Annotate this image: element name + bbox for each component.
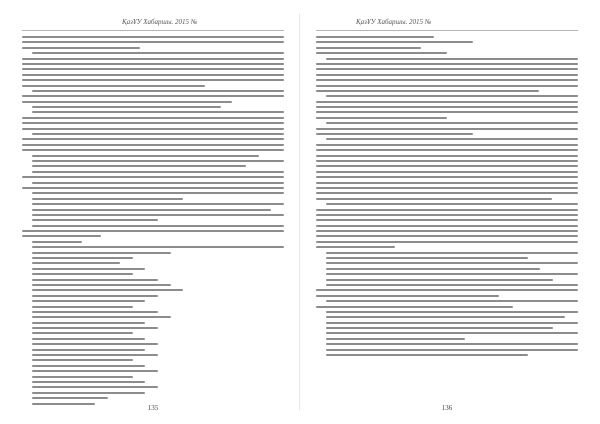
text-line xyxy=(32,203,284,205)
text-line xyxy=(316,85,578,87)
text-line xyxy=(22,149,284,151)
text-line xyxy=(32,279,158,281)
text-line xyxy=(32,90,284,92)
text-line xyxy=(316,235,578,237)
text-line xyxy=(316,306,513,308)
text-line xyxy=(316,52,447,54)
text-line xyxy=(326,252,578,254)
text-line xyxy=(32,273,133,275)
text-line xyxy=(316,214,578,216)
text-line xyxy=(32,370,158,372)
text-line xyxy=(32,241,82,243)
text-line xyxy=(22,68,284,70)
text-line xyxy=(32,338,145,340)
text-line xyxy=(32,365,145,367)
text-line xyxy=(326,311,578,313)
text-line xyxy=(32,198,183,200)
text-line xyxy=(316,90,539,92)
text-line xyxy=(316,47,421,49)
text-line xyxy=(22,122,284,124)
text-line xyxy=(316,111,578,113)
text-line xyxy=(316,144,578,146)
header-rule xyxy=(316,30,578,31)
page-number: 136 xyxy=(441,404,453,412)
text-line xyxy=(316,176,578,178)
text-line xyxy=(32,349,145,351)
text-line xyxy=(22,101,232,103)
text-line xyxy=(32,284,171,286)
text-line xyxy=(326,268,540,270)
text-line xyxy=(22,58,284,60)
text-line xyxy=(32,171,284,173)
text-line xyxy=(316,165,578,167)
text-line xyxy=(32,397,108,399)
text-line xyxy=(326,338,465,340)
text-line xyxy=(316,289,578,291)
text-line xyxy=(32,403,95,405)
text-line xyxy=(32,165,246,167)
text-line xyxy=(22,95,284,97)
text-line xyxy=(316,155,578,157)
text-line xyxy=(316,230,578,232)
text-line xyxy=(316,133,473,135)
text-line xyxy=(22,41,284,43)
text-line xyxy=(326,58,578,60)
text-line xyxy=(22,117,284,119)
text-line xyxy=(22,128,284,130)
text-line xyxy=(326,95,578,97)
text-line xyxy=(32,392,145,394)
text-line xyxy=(32,209,271,211)
text-line xyxy=(22,63,284,65)
text-line xyxy=(316,209,578,211)
text-line xyxy=(316,171,578,173)
body-text-block xyxy=(22,36,284,408)
text-line xyxy=(326,354,528,356)
text-line xyxy=(326,284,578,286)
text-line xyxy=(22,230,284,232)
text-line xyxy=(316,192,578,194)
text-line xyxy=(32,306,133,308)
text-line xyxy=(326,343,578,345)
text-line xyxy=(22,47,140,49)
text-line xyxy=(32,327,158,329)
text-line xyxy=(316,198,552,200)
text-line xyxy=(32,354,158,356)
text-line xyxy=(316,128,578,130)
text-line xyxy=(32,214,284,216)
body-text-block xyxy=(316,36,578,359)
text-line xyxy=(22,85,205,87)
text-line xyxy=(32,386,158,388)
text-line xyxy=(32,381,145,383)
text-line xyxy=(32,300,145,302)
text-line xyxy=(32,225,284,227)
text-line xyxy=(316,225,578,227)
text-line xyxy=(316,74,578,76)
text-line xyxy=(326,300,578,302)
text-line xyxy=(326,279,553,281)
text-line xyxy=(316,160,578,162)
text-line xyxy=(22,74,284,76)
text-line xyxy=(32,155,259,157)
text-line xyxy=(326,273,578,275)
page-number: 135 xyxy=(147,404,159,412)
text-line xyxy=(316,117,447,119)
text-line xyxy=(32,359,133,361)
text-line xyxy=(316,63,578,65)
text-line xyxy=(22,176,284,178)
text-line xyxy=(316,68,578,70)
text-line xyxy=(316,149,578,151)
text-line xyxy=(32,376,133,378)
text-line xyxy=(32,133,284,135)
text-line xyxy=(326,332,578,334)
text-line xyxy=(32,192,284,194)
text-line xyxy=(316,246,395,248)
text-line xyxy=(326,138,578,140)
text-line xyxy=(326,349,578,351)
text-line xyxy=(32,219,158,221)
text-line xyxy=(22,79,284,81)
text-line xyxy=(326,327,553,329)
text-line xyxy=(32,52,284,54)
text-line xyxy=(32,268,145,270)
text-line xyxy=(316,36,434,38)
text-line xyxy=(22,36,284,38)
text-line xyxy=(32,316,171,318)
text-line xyxy=(326,322,578,324)
text-line xyxy=(316,295,499,297)
running-header: ҚазҰУ Хабаршы. 2015 № xyxy=(122,18,198,26)
text-line xyxy=(22,138,284,140)
right-page xyxy=(300,0,600,424)
text-line xyxy=(32,262,120,264)
text-line xyxy=(22,235,101,237)
text-line xyxy=(32,289,183,291)
text-line xyxy=(32,295,158,297)
text-line xyxy=(326,122,578,124)
text-line xyxy=(326,262,578,264)
text-line xyxy=(316,187,578,189)
text-line xyxy=(32,257,133,259)
text-line xyxy=(32,182,284,184)
text-line xyxy=(316,241,578,243)
text-line xyxy=(32,252,171,254)
text-line xyxy=(316,41,473,43)
text-line xyxy=(326,257,528,259)
text-line xyxy=(22,144,284,146)
text-line xyxy=(316,106,578,108)
text-line xyxy=(32,322,145,324)
text-line xyxy=(32,332,133,334)
text-line xyxy=(32,160,284,162)
text-line xyxy=(32,246,284,248)
text-line xyxy=(316,219,578,221)
text-line xyxy=(316,182,578,184)
text-line xyxy=(32,311,158,313)
running-header: ҚазҰУ Хабаршы. 2015 № xyxy=(356,18,432,26)
text-line xyxy=(32,111,284,113)
text-line xyxy=(32,106,221,108)
text-line xyxy=(32,343,158,345)
text-line xyxy=(326,316,565,318)
header-rule xyxy=(22,30,284,31)
text-line xyxy=(316,101,578,103)
text-line xyxy=(316,79,578,81)
text-line xyxy=(22,187,284,189)
text-line xyxy=(326,203,578,205)
